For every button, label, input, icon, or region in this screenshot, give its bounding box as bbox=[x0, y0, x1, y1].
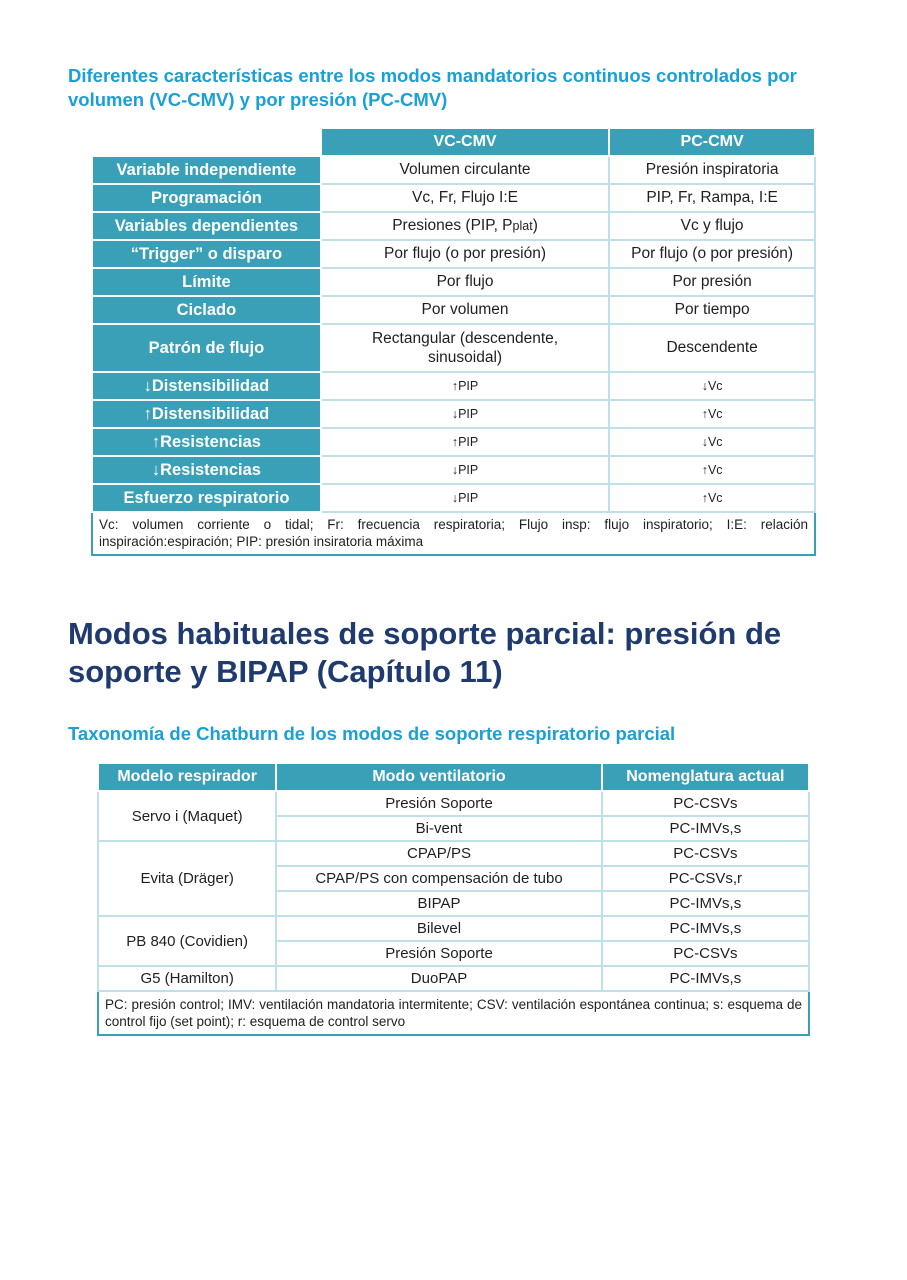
table-row bbox=[92, 484, 815, 512]
vc-cell: ↓PIP bbox=[321, 400, 609, 428]
table1-footnote: Vc: volumen corriente o tidal; Fr: frecuencia respiratoria; Flujo insp: flujo inspiratorio; I:E: relación inspiración:espiración; PIP: presión insiratoria máxima bbox=[92, 512, 815, 555]
column-header-model: Modelo respirador bbox=[98, 763, 276, 791]
model-cell: G5 (Hamilton) bbox=[98, 966, 276, 991]
vc-cell: Por flujo bbox=[321, 268, 609, 296]
pc-cell: ↑Vc bbox=[609, 456, 815, 484]
vc-cell: ↓PIP bbox=[321, 484, 609, 512]
table-row bbox=[98, 966, 809, 991]
mode-cell: CPAP/PS bbox=[276, 841, 601, 866]
table-row bbox=[92, 296, 815, 324]
row-label: ↑Resistencias bbox=[92, 428, 321, 456]
vc-cell: Por flujo (o por presión) bbox=[321, 240, 609, 268]
pc-cell: Presión inspiratoria bbox=[609, 156, 815, 184]
table2-title: Taxonomía de Chatburn de los modos de soporte respiratorio parcial bbox=[68, 723, 676, 744]
row-label: Esfuerzo respiratorio bbox=[92, 484, 321, 512]
nomenclature-cell: PC-CSVs,r bbox=[602, 866, 809, 891]
row-label: Patrón de flujo bbox=[92, 324, 321, 372]
table-row bbox=[92, 240, 815, 268]
table-row bbox=[92, 324, 815, 372]
vc-cell-suffix: ) bbox=[532, 217, 538, 234]
table-footnote-row bbox=[98, 991, 809, 1035]
column-header-nomenclature: Nomenglatura actual bbox=[602, 763, 809, 791]
pc-cell: Vc y flujo bbox=[609, 212, 815, 240]
table-row bbox=[92, 428, 815, 456]
nomenclature-cell: PC-IMVs,s bbox=[602, 891, 809, 916]
pc-cell: ↓Vc bbox=[609, 428, 815, 456]
vc-pc-comparison-table bbox=[91, 127, 816, 556]
pc-cell: Por presión bbox=[609, 268, 815, 296]
mode-cell: CPAP/PS con compensación de tubo bbox=[276, 866, 601, 891]
column-header-pc-cmv: PC-CMV bbox=[609, 128, 815, 156]
column-header-vc-cmv: VC-CMV bbox=[321, 128, 609, 156]
vc-cell: ↑PIP bbox=[321, 428, 609, 456]
model-cell: Evita (Dräger) bbox=[98, 841, 276, 916]
vc-cell bbox=[321, 212, 609, 240]
section-heading: Modos habituales de soporte parcial: presión de soporte y BIPAP (Capítulo 11) bbox=[68, 616, 782, 689]
pc-cell: Descendente bbox=[609, 324, 815, 372]
vc-cell-text: Presiones (PIP, P bbox=[392, 217, 513, 234]
mode-cell: DuoPAP bbox=[276, 966, 601, 991]
table2-footnote: PC: presión control; IMV: ventilación mandatoria intermitente; CSV: ventilación espontánea continua; s: esquema de control fijo (set point); r: esquema de control servo bbox=[98, 991, 809, 1035]
table-row bbox=[92, 184, 815, 212]
table-footnote-row bbox=[92, 512, 815, 555]
pc-cell: PIP, Fr, Rampa, I:E bbox=[609, 184, 815, 212]
vc-cell: Vc, Fr, Flujo I:E bbox=[321, 184, 609, 212]
row-label: ↓Distensibilidad bbox=[92, 372, 321, 400]
mode-cell: Bi-vent bbox=[276, 816, 601, 841]
vc-cell: Volumen circulante bbox=[321, 156, 609, 184]
mode-cell: Bilevel bbox=[276, 916, 601, 941]
pc-cell: ↑Vc bbox=[609, 484, 815, 512]
nomenclature-cell: PC-IMVs,s bbox=[602, 816, 809, 841]
table-row bbox=[92, 212, 815, 240]
row-label: “Trigger” o disparo bbox=[92, 240, 321, 268]
vc-cell-subscript: plat bbox=[512, 219, 533, 233]
row-label: Límite bbox=[92, 268, 321, 296]
table-row bbox=[92, 156, 815, 184]
vc-cell: ↑PIP bbox=[321, 372, 609, 400]
row-label: ↓Resistencias bbox=[92, 456, 321, 484]
row-label: Ciclado bbox=[92, 296, 321, 324]
table-row bbox=[98, 841, 809, 866]
pc-cell: ↓Vc bbox=[609, 372, 815, 400]
table-row bbox=[92, 372, 815, 400]
vc-cell: Por volumen bbox=[321, 296, 609, 324]
table-row bbox=[98, 916, 809, 941]
vc-cell: ↓PIP bbox=[321, 456, 609, 484]
row-label: Variable independiente bbox=[92, 156, 321, 184]
nomenclature-cell: PC-CSVs bbox=[602, 841, 809, 866]
table-row bbox=[92, 268, 815, 296]
row-label: ↑Distensibilidad bbox=[92, 400, 321, 428]
pc-cell: Por tiempo bbox=[609, 296, 815, 324]
mode-cell: BIPAP bbox=[276, 891, 601, 916]
table-row bbox=[92, 400, 815, 428]
nomenclature-cell: PC-CSVs bbox=[602, 941, 809, 966]
chatburn-taxonomy-table bbox=[97, 762, 810, 1036]
table-row bbox=[98, 791, 809, 816]
row-label: Programación bbox=[92, 184, 321, 212]
nomenclature-cell: PC-IMVs,s bbox=[602, 966, 809, 991]
pc-cell: Por flujo (o por presión) bbox=[609, 240, 815, 268]
nomenclature-cell: PC-IMVs,s bbox=[602, 916, 809, 941]
mode-cell: Presión Soporte bbox=[276, 941, 601, 966]
table1-title: Diferentes características entre los modos mandatorios continuos controlados por volumen (VC-CMV) y por presión (PC-CMV) bbox=[68, 65, 797, 110]
model-cell: PB 840 (Covidien) bbox=[98, 916, 276, 966]
table-row bbox=[92, 456, 815, 484]
vc-cell: Rectangular (descendente, sinusoidal) bbox=[321, 324, 609, 372]
table-corner bbox=[92, 128, 321, 156]
nomenclature-cell: PC-CSVs bbox=[602, 791, 809, 816]
pc-cell: ↑Vc bbox=[609, 400, 815, 428]
row-label: Variables dependientes bbox=[92, 212, 321, 240]
mode-cell: Presión Soporte bbox=[276, 791, 601, 816]
column-header-mode: Modo ventilatorio bbox=[276, 763, 601, 791]
model-cell: Servo i (Maquet) bbox=[98, 791, 276, 841]
